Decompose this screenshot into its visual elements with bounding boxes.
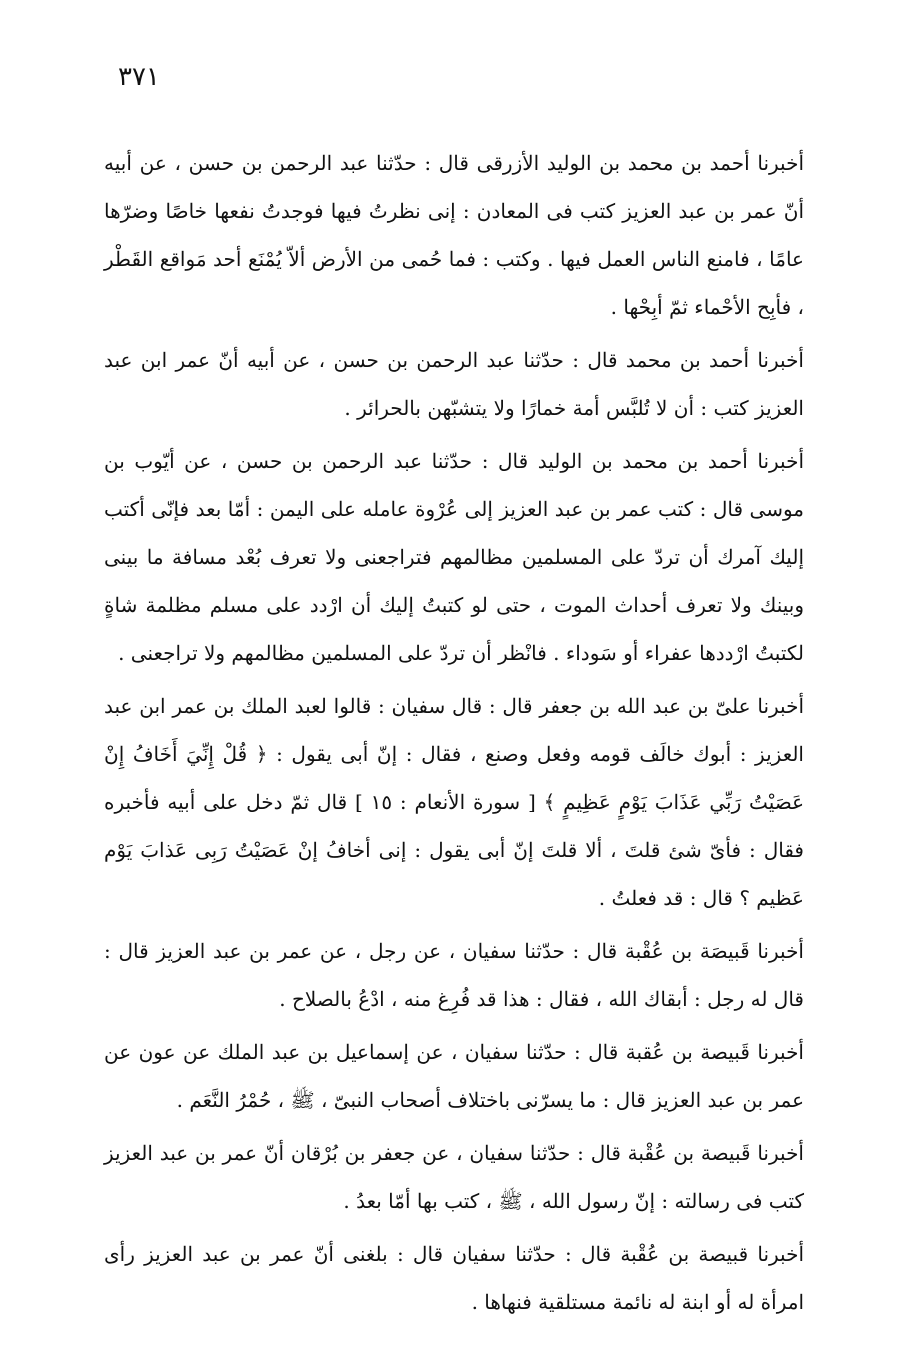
paragraph-5: أخبرنا قَبيصَة بن عُقْبة قال : حدّثنا سفيان ، عن رجل ، عن عمر بن عبد العزيز قال : قال له رجل : أبقاك الله ، فقال : هذا قد فُرِغ منه ، ادْعُ بالصلاح .	[104, 939, 804, 1011]
paragraph-2: أخبرنا أحمد بن محمد قال : حدّثنا عبد الرحمن بن حسن ، عن أبيه أنّ عمر ابن عبد العزيز كتب : أن لا تُلبَّس أمة خمارًا ولا يتشبّهن بالحرائر .	[104, 348, 804, 420]
paragraph-4: أخبرنا علىّ بن عبد الله بن جعفر قال : قال سفيان : قالوا لعبد الملك بن عمر ابن عبد العزيز : أبوك خالَف قومه وفعل وصنع ، فقال : إنّ أبى يقول : ﴿ قُلْ إِنِّيَ أَخَافُ إِنْ عَصَيْتُ رَبِّي عَذَابَ يَوْمٍ عَظِيمٍ ﴾ [ سورة الأنعام : ١٥ ] قال ثمّ دخل على أبيه فأخبره فقال : فأىّ شئ قلتَ ، ألا قلتَ إنّ أبى يقول : إنى أخافُ إنْ عَصَيْتُ رَبِى عَذابَ يَوْم عَظيم ؟ قال : قد فعلتُ .	[104, 694, 804, 910]
paragraph-7: أخبرنا قَبيصة بن عُقْبة قال : حدّثنا سفيان ، عن جعفر بن بُرْقان أنّ عمر بن عبد العزيز كتب فى رسالته : إنّ رسول الله ، ﷺ ، كتب بها أمّا بعدُ .	[104, 1141, 804, 1213]
paragraph-1: أخبرنا أحمد بن محمد بن الوليد الأزرقى قال : حدّثنا عبد الرحمن بن حسن ، عن أبيه أنّ عمر بن عبد العزيز كتب فى المعادن : إنى نظرتُ فيها فوجدتُ نفعها خاصًا وضرّها عامًا ، فامنع الناس العمل فيها . وكتب : فما حُمى من الأرض ألاّ يُمْنَع أحد مَواقع القَطْر ، فأبِح الأحْماء ثمّ أبِحْها .	[104, 151, 804, 319]
paragraph-3: أخبرنا أحمد بن محمد بن الوليد قال : حدّثنا عبد الرحمن بن حسن ، عن أيّوب بن موسى قال : كتب عمر بن عبد العزيز إلى عُرْوة عامله على اليمن : أمّا بعد فإنّى أكتب إليك آمرك أن تردّ على المسلمين مظالمهم فتراجعنى ولا تعرف بُعْد مسافة ما بينى وبينك ولا تعرف أحداث الموت ، حتى لو كتبتُ إليك أن ارْدد على مسلم مظلمة شاةٍ لكتبتُ ارْددها عفراء أو سَوداء . فانْظر أن تردّ على المسلمين مظالمهم ولا تراجعنى .	[104, 449, 804, 665]
paragraph-6: أخبرنا قَبيصة بن عُقبة قال : حدّثنا سفيان ، عن إسماعيل بن عبد الملك عن عون عن عمر بن عبد العزيز قال : ما يسرّنى باختلاف أصحاب النبىّ ، ﷺ ، حُمْرُ النَّعَم .	[104, 1040, 804, 1112]
body-text	[104, 139, 804, 1331]
page-number: ٣٧١	[118, 62, 160, 92]
paragraph-8: أخبرنا قبيصة بن عُقْبة قال : حدّثنا سفيان قال : بلغنى أنّ عمر بن عبد العزيز رأى امرأة له أو ابنة له نائمة مستلقية فنهاها .	[104, 1242, 804, 1314]
